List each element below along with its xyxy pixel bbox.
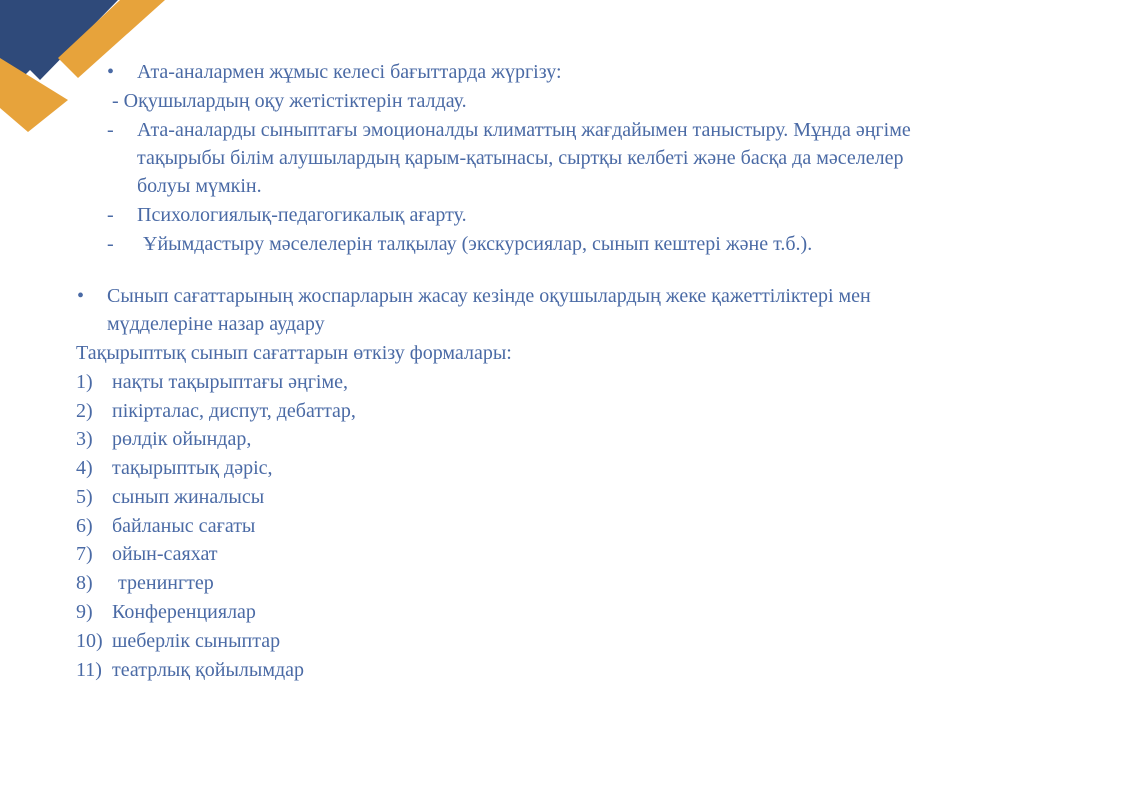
- form-text: театрлық қойылымдар: [112, 659, 305, 681]
- form-number: 8): [76, 572, 93, 594]
- bullet-mark: •: [77, 285, 85, 307]
- form-number: 5): [76, 486, 93, 508]
- form-number: 2): [76, 400, 93, 422]
- parents-intro-text: Ата-аналармен жұмыс келесі бағыттарда жүргізу:: [137, 61, 562, 83]
- form-text: сынып жиналысы: [112, 486, 265, 508]
- form-number: 6): [76, 515, 93, 537]
- form-number: 9): [76, 601, 93, 623]
- dash-mark: -: [107, 233, 114, 255]
- form-number: 1): [76, 371, 93, 393]
- form-number: 7): [76, 543, 93, 565]
- form-text: тренингтер: [118, 572, 214, 594]
- parents-item-text: - Оқушылардың оқу жетістіктерін талдау.: [112, 90, 467, 112]
- form-text: нақты тақырыптағы әңгіме,: [112, 371, 349, 393]
- form-number: 11): [76, 659, 102, 681]
- parents-item-text: тақырыбы білім алушылардың қарым-қатынасы, сыртқы келбеті және басқа да мәселелер: [137, 147, 904, 169]
- bullet-mark: •: [107, 61, 115, 83]
- forms-title-text: Тақырыптық сынып сағаттарын өткізу формалары:: [76, 342, 512, 364]
- form-text: ойын-саяхат: [112, 543, 218, 565]
- form-text: рөлдік ойындар,: [112, 428, 252, 450]
- parents-item-text: болуы мүмкін.: [137, 175, 262, 197]
- class-hours-text: мүдделеріне назар аудару: [107, 313, 325, 335]
- parents-item-text: Ұйымдастыру мәселелерін талқылау (экскурсиялар, сынып кештері және т.б.).: [143, 233, 813, 255]
- form-text: Конференциялар: [112, 601, 256, 623]
- dash-mark: -: [107, 204, 114, 226]
- parents-item-text: Ата-аналарды сыныптағы эмоционалды климаттың жағдайымен таныстыру. Мұнда әңгіме: [137, 119, 911, 141]
- form-text: байланыс сағаты: [112, 515, 256, 537]
- class-hours-text: Сынып сағаттарының жоспарларын жасау кезінде оқушылардың жеке қажеттіліктері мен: [107, 285, 871, 307]
- dash-mark: -: [107, 119, 114, 141]
- form-number: 10): [76, 630, 103, 652]
- form-number: 3): [76, 428, 93, 450]
- form-text: шеберлік сыныптар: [112, 630, 281, 652]
- form-text: пікірталас, диспут, дебаттар,: [112, 400, 356, 422]
- form-number: 4): [76, 457, 93, 479]
- parents-item-text: Психологиялық-педагогикалық ағарту.: [137, 204, 467, 226]
- form-text: тақырыптық дәріс,: [112, 457, 273, 479]
